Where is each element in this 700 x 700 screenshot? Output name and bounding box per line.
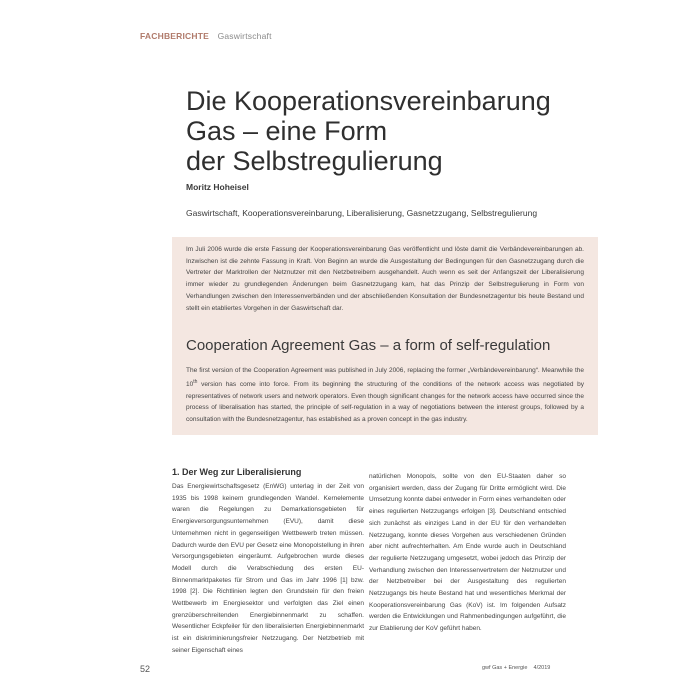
english-title: Cooperation Agreement Gas – a form of self-regulation: [186, 337, 551, 354]
page-number: 52: [140, 664, 151, 674]
title-line: Die Kooperationsvereinbarung: [186, 86, 551, 116]
body-column-right: natürlichen Monopols, sollte von den EU-Staaten daher so organisiert werden, dass der Zugang für Dritte ermöglicht wird. Die Umsetzung konnte dabei entweder in Form eines verhandelten oder eines regulierten Netzzugangs erfolgen [3]. Deutschland entschied sich zunächst als einziges Land in der EU für den verhandelten Netzzugang, konnte dieses Vorgehen aus verschiedenen Gründen aber nicht aufrechterhalten. Am Ende wurde auch in Deutschland der regulierte Netzzugang umgesetzt, wobei jedoch das Prinzip der Verhandlung zwischen den Interessenvertretern der Netznutzer und der Netzbetreiber bei der Ausgestaltung des regulierten Netzzugangs bis heute Bestand hat und wesentliches Merkmal der Kooperationsvereinbarung Gas (KoV) ist. Im folgenden Aufsatz werden die Entwicklungen und Rahmenbedingungen aufgeführt, die zur Etablierung der KoV geführt haben.: [369, 473, 566, 633]
section-header: [140, 31, 272, 41]
subsection-label: Gaswirtschaft: [217, 31, 272, 41]
title-line: der Selbstregulierung: [186, 146, 443, 176]
abstract-english-sup: th: [193, 378, 198, 385]
abstract-english-part1: The first version of the Cooperation Agreement was published in July 2006, replacing the former „Verbändevereinbarung“. Meanwhile the 10: [186, 367, 584, 388]
author-name: Moritz Hoheisel: [186, 182, 249, 192]
abstract-english-part2: version has come into force. From its beginning the structuring of the conditions of the network access was negotiated by representatives of network users and network operators. Even though significant changes for the network access have occurred since the process of liberalisation has started, the principle of self-regulation in a way of negotiations between the interest groups, followed by a consultation with the Bundesnetzagentur, has established as a proven concept in the gas industry.: [186, 380, 584, 423]
journal-name: gwf Gas + Energie: [482, 665, 528, 671]
keywords: Gaswirtschaft, Kooperationsvereinbarung, Liberalisierung, Gasnetzzugang, Selbstregulierung: [186, 208, 538, 218]
journal-footer: [482, 665, 550, 671]
body-column-left: Das Energiewirtschaftsgesetz (EnWG) unterlag in der Zeit von 1935 bis 1998 keinem grundlegenden Wandel. Kernelemente waren die Regelungen zu Demarkationsgebieten für Energieversorgungsunternehmen (EVU), damit diese Unternehmen nicht in gegenseitigen Wettbewerb treten müssen. Dadurch wurde den EVU per Gesetz eine Monopolstellung in ihren Versorgungsgebieten eingeräumt. Aufgebrochen wurde dieses Modell durch die Verabschiedung des ersten EU-Binnenmarktpaketes für Strom und Gas im Jahr 1996 [1] bzw. 1998 [2]. Die Richtlinien legten den Grundstein für den freien Wettbewerb im Energiesektor und verfolgten das Ziel einen grenzüberschreitenden Energiebinnenmarkt zu schaffen. Wesentlicher Eckpfeiler für den liberalisierten Energiebinnenmarkt ist ein diskriminierungsfreier Netzzugang. Der Netzbetrieb mit seiner Eigenschaft eines: [172, 483, 364, 654]
article-title: [186, 86, 551, 176]
section-heading: 1. Der Weg zur Liberalisierung: [172, 467, 302, 477]
abstract-english: [186, 365, 584, 426]
title-line: Gas – eine Form: [186, 116, 388, 146]
abstract-german: Im Juli 2006 wurde die erste Fassung der Kooperationsvereinbarung Gas veröffentlicht und löste damit die Verbändevereinbarungen ab. Inzwischen ist die zehnte Fassung in Kraft. Von Beginn an wurde die Ausgestaltung der Bedingungen für den Gasnetzzugang durch die Vertreter der Marktrollen der Netznutzer mit den Netzbetreibern ausgehandelt. Auch wenn es seit der Anfangszeit der Liberalisierung immer wieder zu grundlegenden Änderungen beim Gasnetzzugang kam, hat das Prinzip der Selbstregulierung in Form von Verhandlungen zwischen den Interessenverbänden und der abschließenden Konsultation der Bundesnetzagentur bis heute Bestand und stellt ein etabliertes Vorgehen in der Gaswirtschaft dar.: [186, 246, 584, 312]
section-label: FACHBERICHTE: [140, 31, 209, 41]
journal-issue: 4/2019: [533, 665, 551, 671]
